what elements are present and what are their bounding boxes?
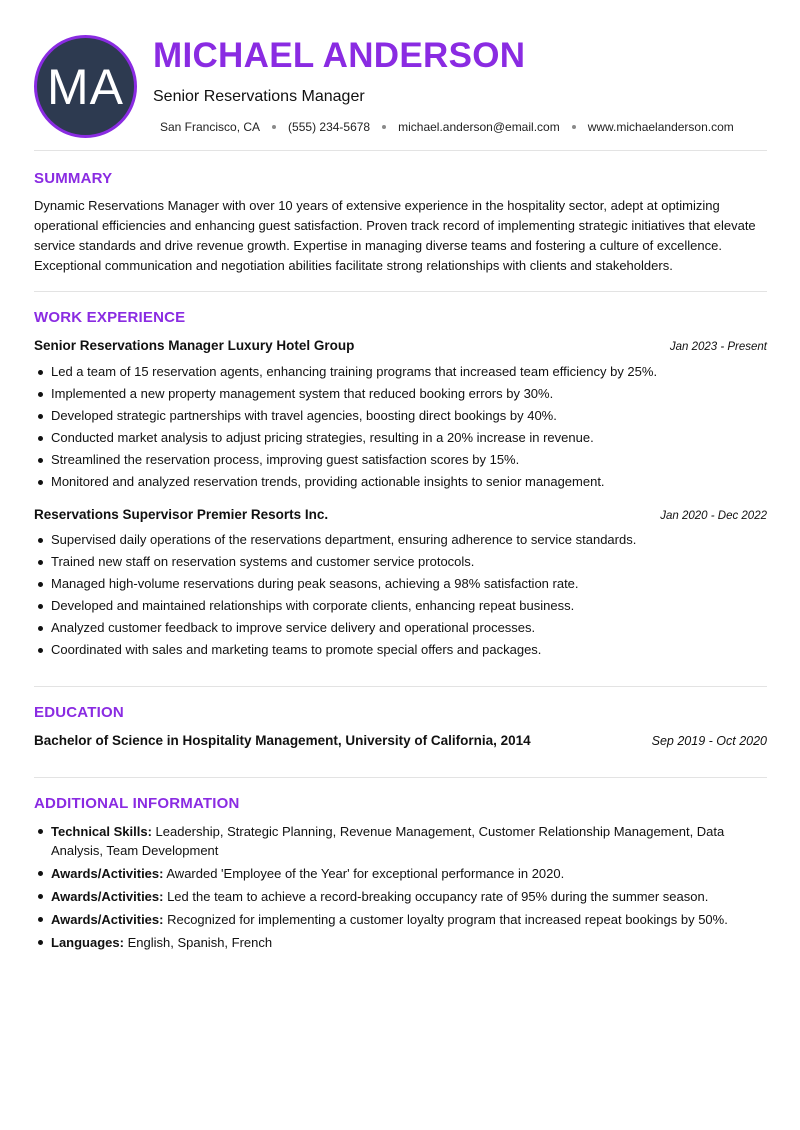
- info-label: Technical Skills:: [51, 824, 152, 839]
- list-item: Managed high-volume reservations during peak seasons, achieving a 98% satisfaction rate.: [34, 573, 769, 595]
- section-divider: [34, 777, 767, 778]
- education-dates: Sep 2019 - Oct 2020: [651, 734, 767, 748]
- contact-location: San Francisco, CA: [160, 120, 261, 134]
- info-text: Leadership, Strategic Planning, Revenue Management, Customer Relationship Management, Data Analysis, Team Development: [51, 824, 725, 858]
- work-experience-heading: WORK EXPERIENCE: [34, 309, 186, 326]
- education-entry: [34, 733, 767, 748]
- list-item: [34, 910, 769, 929]
- candidate-name: MICHAEL ANDERSON: [153, 36, 526, 75]
- info-text: Awarded 'Employee of the Year' for exceptional performance in 2020.: [163, 866, 565, 881]
- list-item: [34, 822, 769, 860]
- avatar-initials: MA: [47, 58, 124, 115]
- contact-email[interactable]: michael.anderson@email.com: [398, 120, 560, 134]
- list-item: Coordinated with sales and marketing teams to promote special offers and packages.: [34, 639, 769, 661]
- education-heading: EDUCATION: [34, 704, 124, 721]
- job-dates: Jan 2020 - Dec 2022: [660, 510, 767, 522]
- section-divider: [34, 686, 767, 687]
- list-item: Analyzed customer feedback to improve service delivery and operational processes.: [34, 617, 769, 639]
- info-label: Awards/Activities:: [51, 866, 164, 881]
- list-item: Monitored and analyzed reservation trends, providing actionable insights to senior management.: [34, 471, 769, 493]
- job-header: [34, 338, 767, 353]
- separator-dot-icon: [272, 125, 276, 129]
- avatar: [34, 35, 137, 138]
- list-item: Implemented a new property management system that reduced booking errors by 30%.: [34, 383, 769, 405]
- separator-dot-icon: [572, 125, 576, 129]
- job-bullet-list: [34, 361, 769, 493]
- list-item: Conducted market analysis to adjust pricing strategies, resulting in a 20% increase in revenue.: [34, 427, 769, 449]
- info-label: Awards/Activities:: [51, 889, 164, 904]
- list-item: Developed and maintained relationships with corporate clients, enhancing repeat business.: [34, 595, 769, 617]
- separator-dot-icon: [382, 125, 386, 129]
- summary-text: Dynamic Reservations Manager with over 10 years of extensive experience in the hospitality sector, adept at optimizing operational efficiencies and enhancing guest satisfaction. Proven track record of implementing strategic initiatives that elevate service standards and drive revenue growth. Expertise in managing diverse teams and fostering a culture of excellence. Exceptional communication and negotiation abilities facilitate strong relationships with clients and stakeholders.: [34, 198, 756, 273]
- contact-bar: [160, 120, 734, 134]
- info-label: Languages:: [51, 935, 124, 950]
- summary-heading: SUMMARY: [34, 170, 113, 187]
- job-role: Senior Reservations Manager Luxury Hotel Group: [34, 338, 355, 353]
- job-header: [34, 507, 767, 522]
- additional-info-list: [34, 822, 769, 956]
- list-item: Trained new staff on reservation systems and customer service protocols.: [34, 551, 769, 573]
- info-text: Led the team to achieve a record-breaking occupancy rate of 95% during the summer season.: [163, 889, 709, 904]
- list-item: Led a team of 15 reservation agents, enhancing training programs that increased team efficiency by 25%.: [34, 361, 769, 383]
- info-text: Recognized for implementing a customer loyalty program that increased repeat bookings by 50%.: [163, 912, 728, 927]
- list-item: [34, 887, 769, 906]
- job-bullet-list: [34, 529, 769, 661]
- section-divider: [34, 150, 767, 151]
- contact-website[interactable]: www.michaelanderson.com: [587, 120, 734, 134]
- contact-phone[interactable]: (555) 234-5678: [288, 120, 371, 134]
- section-divider: [34, 291, 767, 292]
- info-text: English, Spanish, French: [123, 935, 273, 950]
- info-label: Awards/Activities:: [51, 912, 164, 927]
- list-item: Developed strategic partnerships with travel agencies, boosting direct bookings by 40%.: [34, 405, 769, 427]
- list-item: [34, 864, 769, 883]
- education-degree: Bachelor of Science in Hospitality Management, University of California, 2014: [34, 733, 531, 748]
- list-item: Supervised daily operations of the reservations department, ensuring adherence to service standards.: [34, 529, 769, 551]
- candidate-title: Senior Reservations Manager: [153, 88, 365, 105]
- job-dates: Jan 2023 - Present: [669, 341, 767, 353]
- additional-info-heading: ADDITIONAL INFORMATION: [34, 795, 240, 812]
- list-item: Streamlined the reservation process, improving guest satisfaction scores by 15%.: [34, 449, 769, 471]
- list-item: [34, 933, 769, 952]
- job-role: Reservations Supervisor Premier Resorts Inc.: [34, 507, 329, 522]
